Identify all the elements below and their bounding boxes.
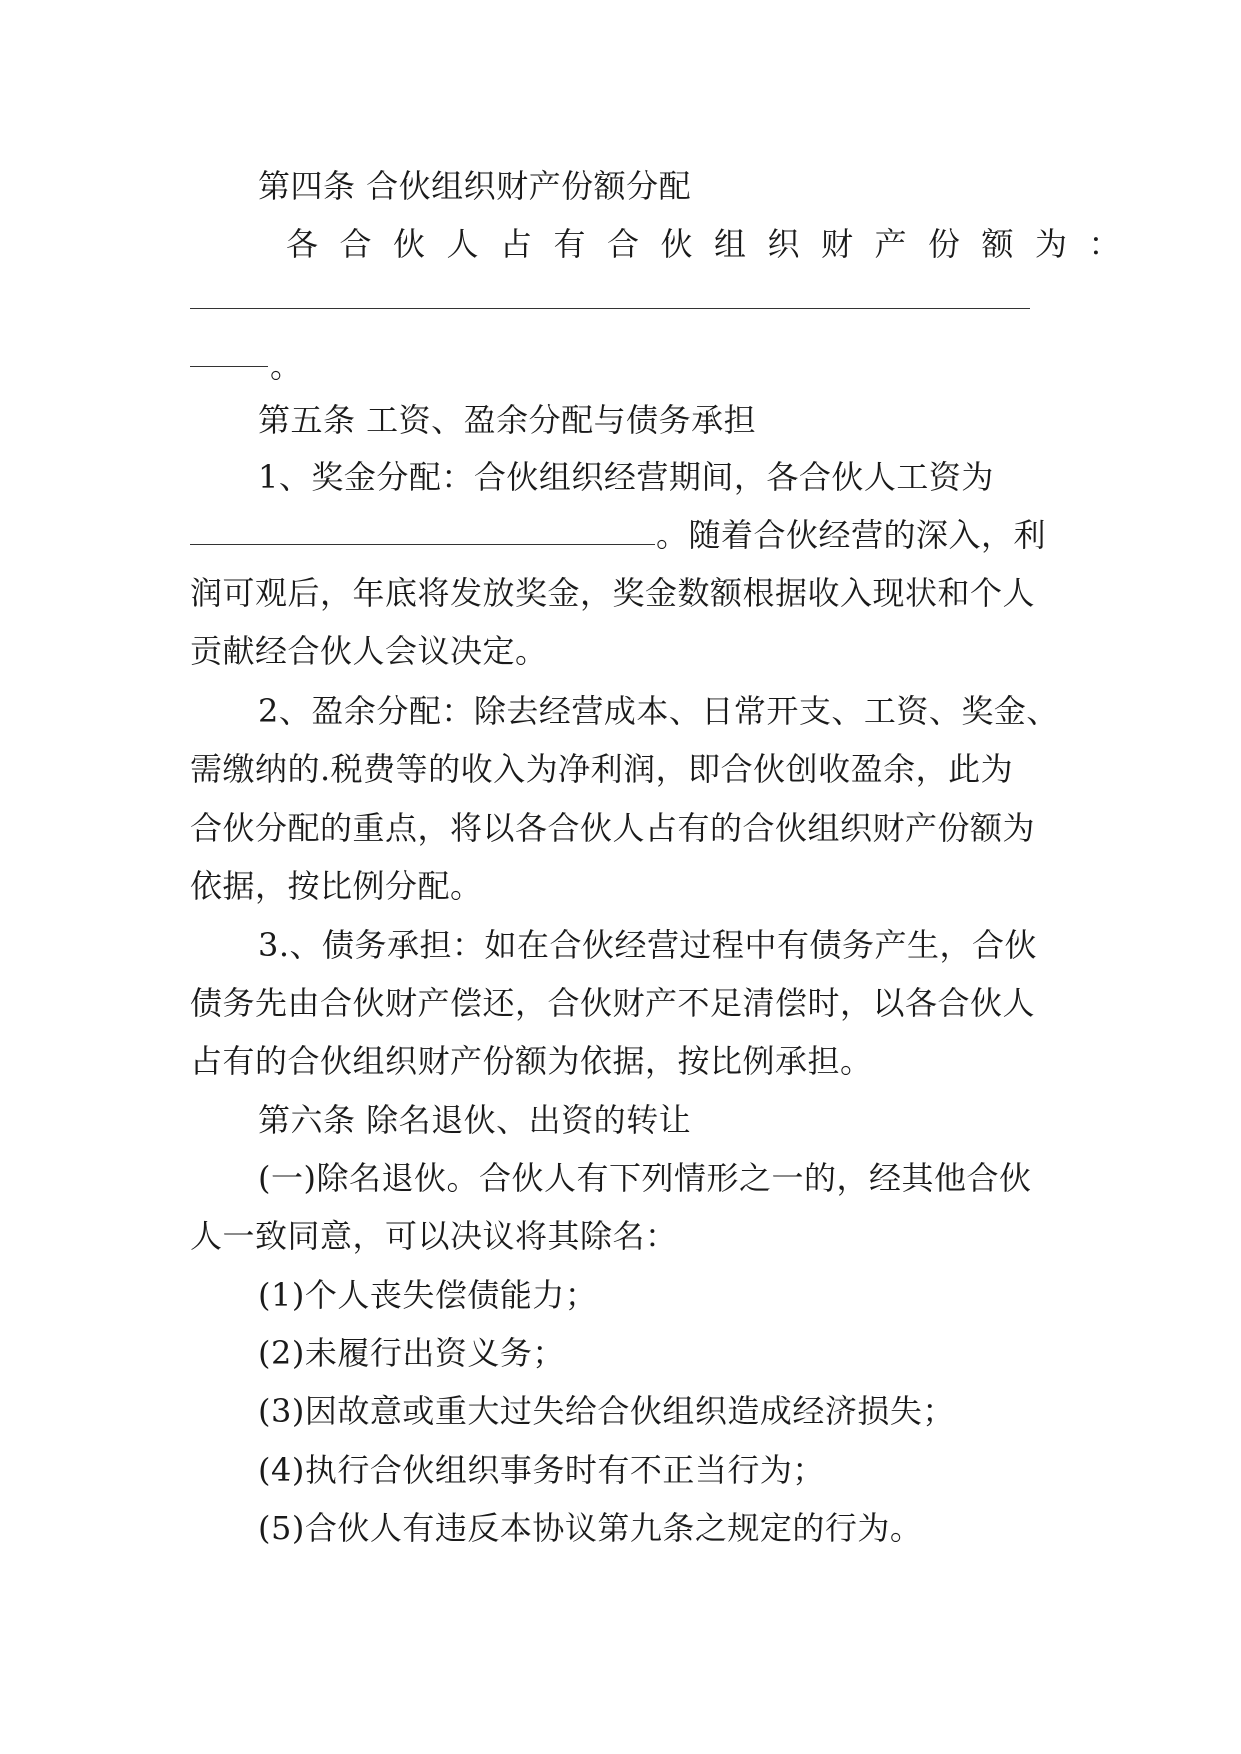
list-item: (4)执行合伙组织事务时有不正当行为； <box>258 1451 825 1489</box>
article-4-end: 。 <box>270 347 303 385</box>
article-5-para-1-cont: 润可观后，年底将发放奖金，奖金数额根据收入现状和个人 <box>190 574 1036 612</box>
article-5-para-3-cont: 占有的合伙组织财产份额为依据，按比例承担。 <box>190 1042 873 1080</box>
article-6-para-1: (一)除名退伙。合伙人有下列情形之一的，经其他合伙 <box>258 1159 1032 1197</box>
article-5-para-1-cont: 贡献经合伙人会议决定。 <box>190 632 548 670</box>
list-item: (2)未履行出资义务； <box>258 1334 565 1372</box>
article-5-para-1: 1、奖金分配：合伙组织经营期间，各合伙人工资为 <box>258 458 994 496</box>
fill-in-blank-line <box>190 544 655 545</box>
article-5-para-2-cont: 需缴纳的.税费等的收入为净利润，即合伙创收盈余，此为 <box>190 750 1014 788</box>
list-item: (1)个人丧失偿债能力； <box>258 1276 598 1314</box>
article-4-title: 第四条 合伙组织财产份额分配 <box>258 167 692 205</box>
article-5-para-3: 3.、债务承担：如在合伙经营过程中有债务产生，合伙 <box>258 926 1038 964</box>
fill-in-blank-line <box>190 366 268 367</box>
article-5-para-2: 2、盈余分配：除去经营成本、日常开支、工资、奖金、 <box>258 692 1059 730</box>
article-5-title: 第五条 工资、盈余分配与债务承担 <box>258 401 757 439</box>
article-5-para-1-cont: 。随着合伙经营的深入，利 <box>656 516 1047 554</box>
article-6-title: 第六条 除名退伙、出资的转让 <box>258 1101 692 1139</box>
article-5-para-2-cont: 依据，按比例分配。 <box>190 867 483 905</box>
article-6-para-1-cont: 人一致同意，可以决议将其除名： <box>190 1217 678 1255</box>
article-5-para-3-cont: 债务先由合伙财产偿还，合伙财产不足清偿时，以各合伙人 <box>190 984 1036 1022</box>
fill-in-blank-line <box>190 308 1030 309</box>
list-item: (5)合伙人有违反本协议第九条之规定的行为。 <box>258 1509 923 1547</box>
article-5-para-2-cont: 合伙分配的重点，将以各合伙人占有的合伙组织财产份额为 <box>190 809 1036 847</box>
list-item: (3)因故意或重大过失给合伙组织造成经济损失； <box>258 1392 955 1430</box>
article-4-text: 各合伙人占有合伙组织财产份额为： <box>286 225 1143 263</box>
